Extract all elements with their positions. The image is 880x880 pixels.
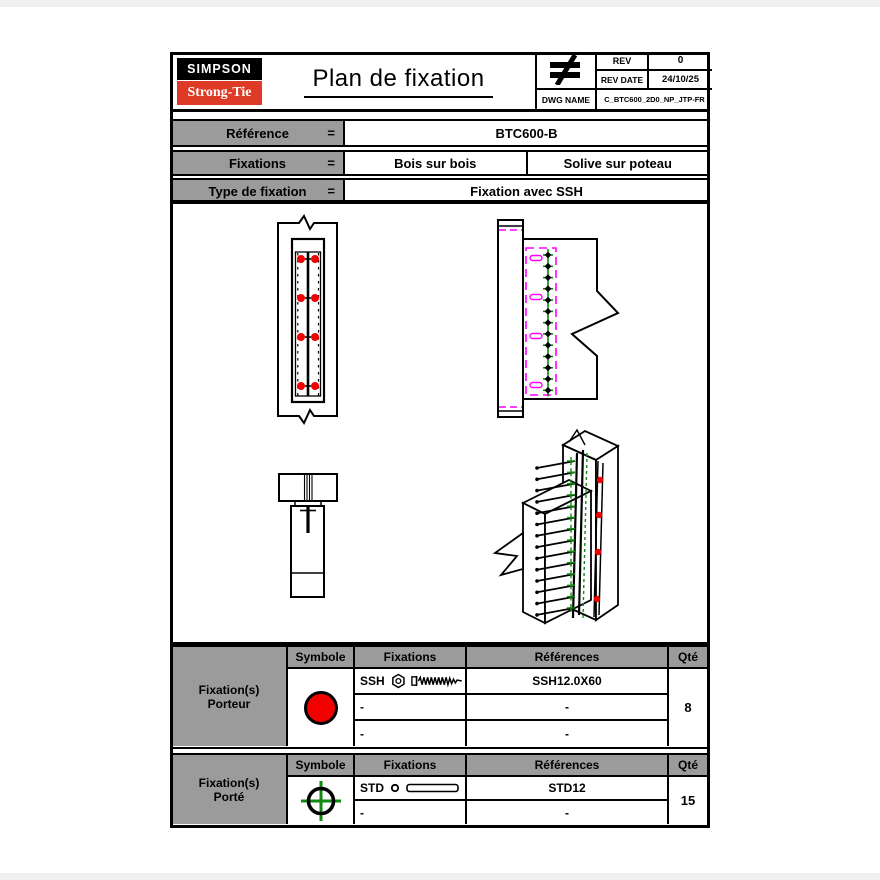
dowel-icon xyxy=(406,783,460,793)
fixation-cell xyxy=(355,801,467,824)
col-header-fixations: Fixations xyxy=(355,647,467,669)
info-label xyxy=(172,152,345,174)
fixation-cell xyxy=(355,777,467,801)
red-circle-symbol-icon xyxy=(304,691,338,725)
info-value: Fixation avec SSH xyxy=(470,183,583,199)
front-view xyxy=(278,216,337,423)
reference-cell: - xyxy=(467,695,669,721)
group-label-porteur xyxy=(172,647,288,746)
fixation-code: - xyxy=(360,700,364,714)
screw-icon xyxy=(411,674,465,688)
equals-sign: = xyxy=(327,155,335,171)
reference-cell: - xyxy=(467,801,669,824)
drawing-area xyxy=(170,200,710,645)
dwg-name-label: DWG NAME xyxy=(537,90,597,109)
fixation-cell xyxy=(355,721,467,746)
hex-head-icon xyxy=(391,673,406,689)
qty-cell: 15 xyxy=(680,793,696,808)
group-label-line2: Porté xyxy=(213,789,245,804)
side-view xyxy=(498,220,618,417)
logo-simpson: SIMPSON xyxy=(177,58,262,80)
col-header-references: Références xyxy=(467,647,669,669)
group-label-porte xyxy=(172,755,288,824)
info-value: Solive sur poteau xyxy=(526,152,709,174)
fixation-cell xyxy=(355,669,467,695)
fixation-code: STD xyxy=(360,781,384,795)
rev-date-label: REV DATE xyxy=(597,71,649,90)
qty-cell: 8 xyxy=(684,700,692,715)
info-label-text: Fixations xyxy=(228,155,287,171)
viewer-bottom-strip xyxy=(0,873,880,880)
reference-cell: STD12 xyxy=(467,777,669,801)
col-header-symbole: Symbole xyxy=(288,647,355,669)
fixation-code: - xyxy=(360,805,364,820)
group-label-line1: Fixation(s) xyxy=(198,682,260,697)
info-label xyxy=(172,180,345,202)
rev-date-value: 24/10/25 xyxy=(649,71,712,90)
equals-sign: = xyxy=(327,183,335,199)
info-row-fixations xyxy=(170,150,710,176)
rev-label: REV xyxy=(597,52,649,71)
not-equal-logo-icon xyxy=(537,52,597,90)
equals-sign: = xyxy=(327,125,335,141)
symbol-cell xyxy=(288,777,355,824)
technical-drawing xyxy=(173,203,707,642)
info-label-text: Référence xyxy=(226,125,289,141)
info-label xyxy=(172,121,345,145)
dowel-end-icon xyxy=(390,783,400,793)
info-row-reference xyxy=(170,119,710,147)
green-crosshair-symbol-icon xyxy=(298,778,344,824)
simpson-strongtie-logo xyxy=(177,58,262,106)
group-label-line2: Porteur xyxy=(207,696,251,711)
info-label-text: Type de fixation xyxy=(208,183,307,199)
fixation-code: SSH xyxy=(360,674,385,688)
table-fixations-porteur xyxy=(170,645,710,749)
col-header-references: Références xyxy=(467,755,669,777)
fixation-code: - xyxy=(360,726,364,741)
table-fixations-porte xyxy=(170,753,710,827)
fixation-plan-document xyxy=(170,52,710,828)
logo-strongtie: Strong-Tie xyxy=(177,81,262,105)
col-header-fixations: Fixations xyxy=(355,755,467,777)
col-header-symbole: Symbole xyxy=(288,755,355,777)
reference-cell: SSH12.0X60 xyxy=(467,669,669,695)
page-title-text: Plan de fixation xyxy=(304,65,492,98)
rev-value: 0 xyxy=(649,52,712,71)
section-view xyxy=(279,474,337,597)
revision-block xyxy=(535,52,710,109)
col-header-qte: Qté xyxy=(669,755,707,777)
symbol-cell xyxy=(288,669,355,746)
page-title xyxy=(262,52,535,110)
viewer-top-strip xyxy=(0,0,880,7)
info-value: BTC600-B xyxy=(495,125,558,141)
fixation-cell xyxy=(355,695,467,721)
header-divider xyxy=(170,109,710,112)
reference-cell: - xyxy=(467,721,669,746)
dwg-name-value: C_BTC600_2D0_NP_JTP-FR xyxy=(604,95,705,104)
col-header-qte: Qté xyxy=(669,647,707,669)
iso-view xyxy=(495,430,618,623)
group-label-line1: Fixation(s) xyxy=(198,775,260,790)
info-value: Bois sur bois xyxy=(394,155,477,171)
